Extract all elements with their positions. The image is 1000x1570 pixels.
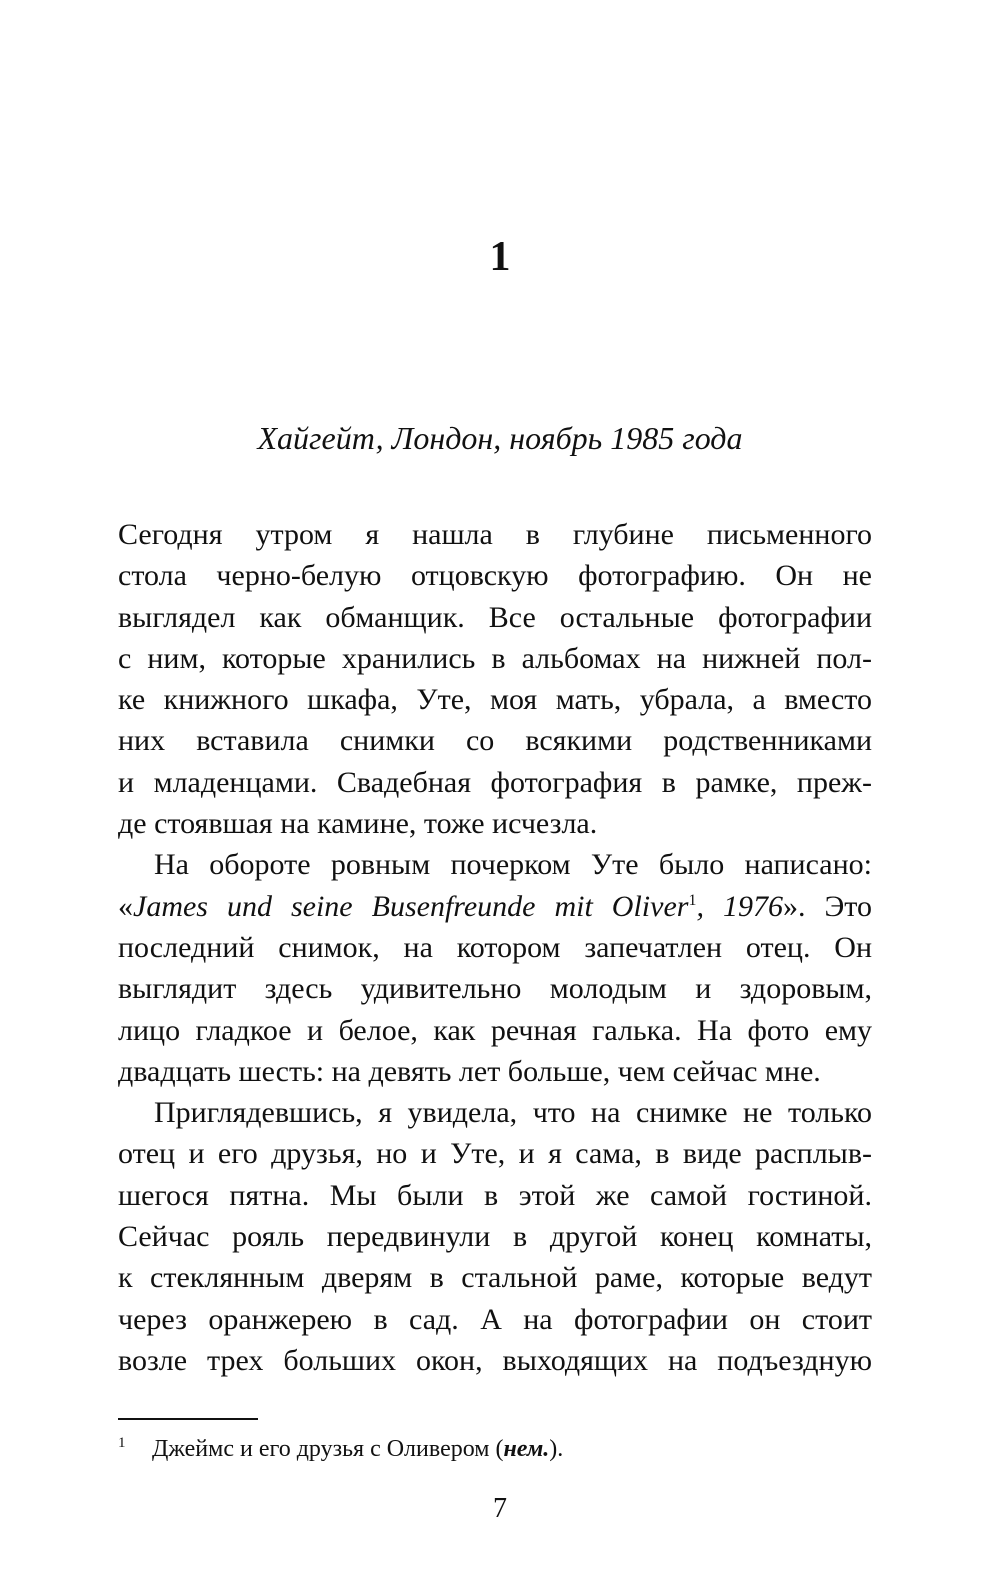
footnote-language-abbr: нем. [503,1436,550,1462]
paragraph-3 [118,1092,872,1381]
quote-close: ». Это [782,889,872,923]
footnote: 1 Джеймс и его друзья с Оливером (нем.). [118,1435,564,1462]
text-line: к стеклянным дверям в стальной раме, которые ведут [118,1261,872,1295]
footnote-reference[interactable]: 1 [688,891,697,909]
text-line: возле трех больших окон, выходящих на подъездную [118,1343,872,1377]
footnote-text: Джеймс и его друзья с Оливером ( [152,1436,504,1462]
paragraph-2 [118,844,872,1092]
chapter-number: 1 [489,234,511,280]
text-line: Приглядевшись, я увидела, что на снимке не только [154,1096,872,1130]
text-line-with-quote [118,886,872,927]
text-line: отец и его друзья, но и Уте, и я сама, в виде расплыв- [118,1137,872,1171]
footnote-divider [118,1418,258,1420]
chapter-subtitle: Хайгейт, Лондон, ноябрь 1985 года [257,420,743,456]
body-text [118,514,872,1381]
text-line: двадцать шесть: на девять лет больше, чем сейчас мне. [118,1054,821,1088]
footnote-text-end: ). [549,1436,564,1462]
text-line: выглядит здесь удивительно молодым и здоровым, [118,972,872,1006]
text-line: стола черно-белую отцовскую фотографию. Он не [118,559,872,593]
quote-open: « [118,889,133,923]
german-caption-year: , 1976 [696,889,783,923]
text-line: и младенцами. Свадебная фотография в рамке, преж- [118,765,872,799]
text-line: Сегодня утром я нашла в глубине письменного [118,518,872,551]
text-line: них вставила снимки со всякими родственниками [118,724,872,758]
text-line: де стоявшая на камине, тоже исчезла. [118,807,598,841]
text-line: через оранжерею в сад. А на фотографии он стоит [118,1302,872,1336]
text-line: последний снимок, на котором запечатлен отец. Он [118,930,872,964]
paragraph-1 [118,514,872,844]
text-line: выглядел как обманщик. Все остальные фотографии [118,600,872,634]
text-line: Сейчас рояль передвинули в другой конец комнаты, [118,1220,872,1254]
german-caption: James und seine Busenfreunde mit Oliver [133,889,689,923]
text-line: шегося пятна. Мы были в этой же самой гостиной. [118,1178,872,1212]
text-line: ке книжного шкафа, Уте, моя мать, убрала, а вместо [118,683,872,717]
text-line: На обороте ровным почерком Уте было написано: [154,848,872,882]
text-line: с ним, которые хранились в альбомах на нижней пол- [118,641,872,675]
text-line: лицо гладкое и белое, как речная галька. На фото ему [118,1013,872,1047]
page-number: 7 [493,1493,507,1524]
